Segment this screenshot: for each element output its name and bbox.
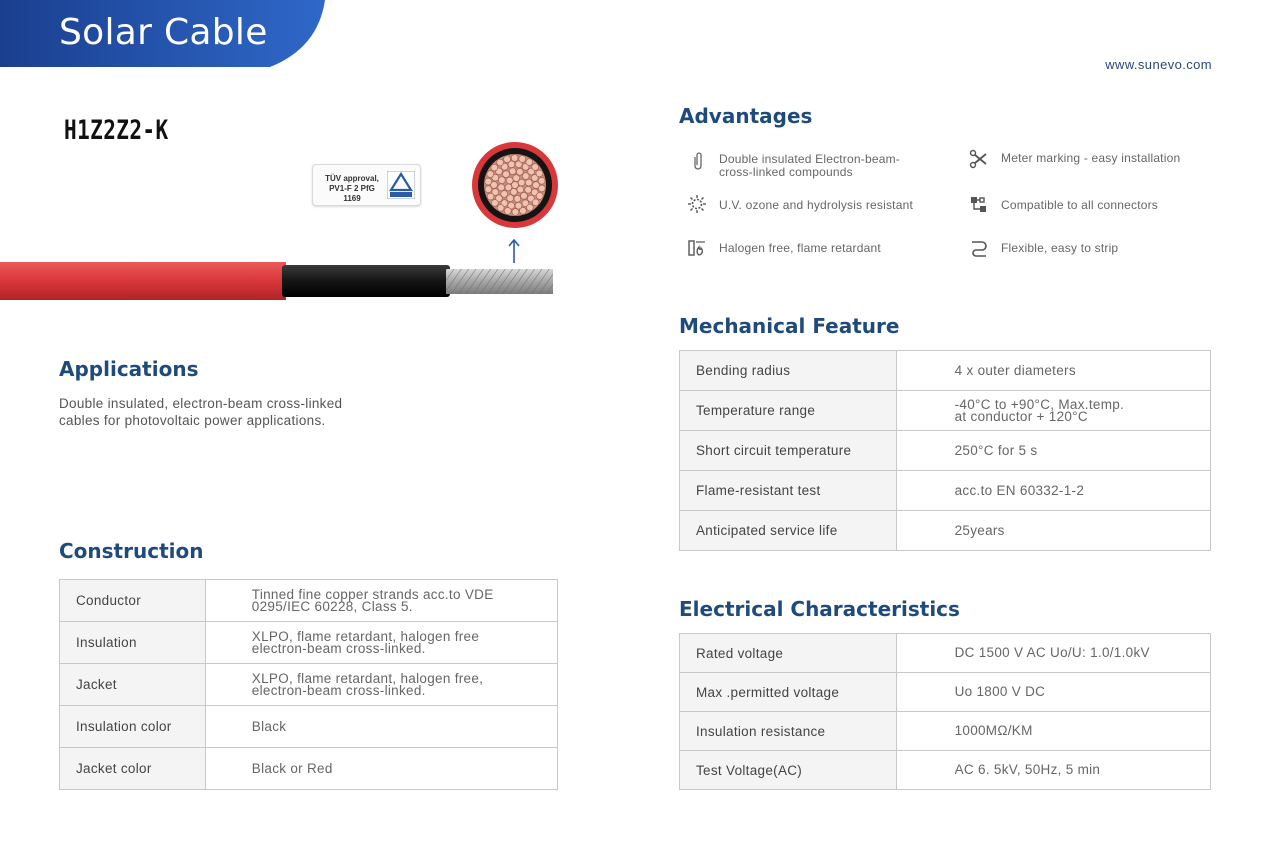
virus-icon	[687, 194, 707, 214]
copper-strand	[527, 204, 534, 211]
mechanical-table	[679, 350, 1211, 551]
electrical-row	[680, 712, 1211, 751]
mechanical-row-value	[896, 391, 1210, 431]
construction-row	[60, 706, 558, 748]
mechanical-row	[680, 471, 1211, 511]
advantage-6-line-1: Flexible, easy to strip	[1001, 241, 1119, 255]
advantage-item-5	[719, 242, 881, 255]
mechanical-value-line-1: acc.to EN 60332-1-2	[954, 482, 1085, 498]
advantage-item-4	[1001, 199, 1158, 212]
electrical-row-value	[896, 751, 1210, 790]
mechanical-row-value	[896, 431, 1210, 471]
construction-row-value	[205, 580, 557, 622]
scissors-icon	[969, 149, 989, 169]
construction-row-label: Jacket	[60, 664, 206, 706]
page-title: Solar Cable	[59, 12, 268, 53]
mechanical-value-line-1: 250°C for 5 s	[954, 442, 1038, 458]
construction-row	[60, 664, 558, 706]
construction-row	[60, 748, 558, 790]
copper-strand	[497, 159, 504, 166]
construction-row-value	[205, 664, 557, 706]
advantage-item-6	[1001, 242, 1118, 255]
copper-strand	[538, 177, 545, 184]
construction-row-value	[205, 622, 557, 664]
copper-strand	[532, 199, 539, 206]
electrical-value-line-1: AC 6. 5kV, 50Hz, 5 min	[954, 762, 1101, 777]
electrical-row-label: Max .permitted voltage	[680, 673, 897, 712]
advantage-1-line-1: Double insulated Electron-beam-	[719, 152, 900, 166]
electrical-row	[680, 634, 1211, 673]
copper-strand	[498, 184, 505, 191]
mechanical-value-line-1: 25years	[954, 522, 1005, 538]
electrical-value-line-1: DC 1500 V AC Uo/U: 1.0/1.0kV	[954, 645, 1150, 660]
badge-line-1: TÜV approval,	[325, 174, 379, 183]
copper-strand	[504, 156, 511, 163]
mechanical-row-label: Anticipated service life	[680, 511, 897, 551]
copper-strand	[532, 164, 539, 171]
electrical-row-value	[896, 634, 1210, 673]
mechanical-value-line-2: at conductor + 120°C	[954, 408, 1088, 424]
copper-strand	[511, 155, 518, 162]
connector-icon	[969, 195, 989, 215]
applications-line-1: Double insulated, electron-beam cross-linked	[59, 396, 343, 411]
copper-strand	[506, 177, 513, 184]
advantage-4-line-1: Compatible to all connectors	[1001, 198, 1159, 212]
mechanical-row	[680, 391, 1211, 431]
advantage-5-line-1: Halogen free, flame retardant	[719, 241, 881, 255]
advantage-1-line-2: cross-linked compounds	[719, 165, 853, 179]
mechanical-row-value	[896, 351, 1210, 391]
mechanical-value-line-1: 4 x outer diameters	[954, 362, 1076, 378]
copper-strand	[519, 156, 526, 163]
electrical-row	[680, 751, 1211, 790]
mechanical-row-label: Temperature range	[680, 391, 897, 431]
construction-value-line-1: XLPO, flame retardant, halogen free,	[251, 670, 484, 686]
tuv-badge	[312, 164, 421, 206]
copper-strand	[512, 209, 519, 216]
copper-strand	[487, 193, 494, 200]
copper-strand	[525, 186, 532, 193]
applications-line-2: cables for photovoltaic power applications.	[59, 413, 326, 428]
mechanical-row-label: Bending radius	[680, 351, 897, 391]
construction-value-line-2: electron-beam cross-linked.	[251, 640, 426, 656]
mechanical-heading: Mechanical Feature	[679, 314, 900, 338]
advantage-3-line-1: U.V. ozone and hydrolysis resistant	[719, 198, 913, 212]
copper-strand	[538, 185, 545, 192]
electrical-value-line-1: Uo 1800 V DC	[954, 684, 1046, 699]
construction-value-line-1: Tinned fine copper strands acc.to VDE	[251, 586, 494, 602]
construction-value-line-1: Black or Red	[251, 760, 333, 776]
construction-value-line-2: electron-beam cross-linked.	[251, 682, 426, 698]
electrical-heading: Electrical Characteristics	[679, 597, 960, 621]
electrical-row-label: Rated voltage	[680, 634, 897, 673]
electrical-row-label: Insulation resistance	[680, 712, 897, 751]
website-link[interactable]: www.sunevo.com	[1105, 57, 1212, 72]
copper-strand	[521, 192, 528, 199]
mechanical-row-label: Flame-resistant test	[680, 471, 897, 511]
mechanical-value-line-1: -40°C to +90°C, Max.temp.	[954, 396, 1125, 412]
copper-strand	[507, 195, 514, 202]
advantage-item-1	[719, 153, 900, 179]
construction-value-line-1: Black	[251, 718, 287, 734]
copper-strand	[520, 207, 527, 214]
mechanical-row-label: Short circuit temperature	[680, 431, 897, 471]
copper-strand	[503, 171, 510, 178]
electrical-value-line-1: 1000MΩ/KM	[954, 723, 1033, 738]
strip-icon	[969, 238, 989, 258]
copper-strand	[536, 192, 543, 199]
construction-row	[60, 622, 558, 664]
advantage-item-3	[719, 199, 913, 212]
flame-shield-icon	[687, 238, 707, 258]
copper-strand	[526, 159, 533, 166]
electrical-row	[680, 673, 1211, 712]
copper-strand	[509, 168, 516, 175]
paperclip-icon	[688, 151, 708, 171]
copper-strand	[518, 179, 525, 186]
construction-row-label: Jacket color	[60, 748, 206, 790]
product-model: H1Z2Z2-K	[64, 115, 169, 146]
electrical-table	[679, 633, 1211, 790]
copper-strand	[504, 208, 511, 215]
copper-strand	[517, 186, 524, 193]
cable-cross-section-icon	[470, 140, 560, 230]
advantage-item-2	[1001, 152, 1180, 165]
advantage-2-line-1: Meter marking - easy installation	[1001, 151, 1181, 165]
construction-heading: Construction	[59, 539, 204, 563]
badge-line-2: PV1-F 2 PfG 1169	[329, 184, 375, 203]
copper-strand	[485, 186, 492, 193]
copper-strand	[525, 179, 532, 186]
applications-text	[59, 395, 342, 429]
copper-strand	[505, 184, 512, 191]
construction-row-value	[205, 748, 557, 790]
construction-value-line-1: XLPO, flame retardant, halogen free	[251, 628, 480, 644]
copper-strand	[516, 168, 523, 175]
construction-table	[59, 579, 558, 790]
copper-strand	[514, 195, 521, 202]
copper-strand	[536, 170, 543, 177]
mechanical-row-value	[896, 511, 1210, 551]
electrical-row-value	[896, 673, 1210, 712]
copper-strand	[485, 178, 492, 185]
construction-row-label: Conductor	[60, 580, 206, 622]
construction-row-label: Insulation	[60, 622, 206, 664]
applications-heading: Applications	[59, 357, 199, 381]
mechanical-row	[680, 511, 1211, 551]
cable-side-view	[0, 258, 560, 304]
electrical-row-value	[896, 712, 1210, 751]
copper-strand	[491, 164, 498, 171]
mechanical-row	[680, 351, 1211, 391]
construction-row-label: Insulation color	[60, 706, 206, 748]
copper-strand	[487, 171, 494, 178]
electrical-row-label: Test Voltage(AC)	[680, 751, 897, 790]
mechanical-row-value	[896, 471, 1210, 511]
advantages-heading: Advantages	[679, 104, 813, 128]
construction-value-line-2: 0295/IEC 60228, Class 5.	[251, 598, 413, 614]
construction-row-value	[205, 706, 557, 748]
copper-strand	[497, 205, 504, 212]
construction-row	[60, 580, 558, 622]
tuv-logo-icon	[387, 171, 415, 199]
mechanical-row	[680, 431, 1211, 471]
copper-strand	[498, 177, 505, 184]
copper-strand	[491, 200, 498, 207]
